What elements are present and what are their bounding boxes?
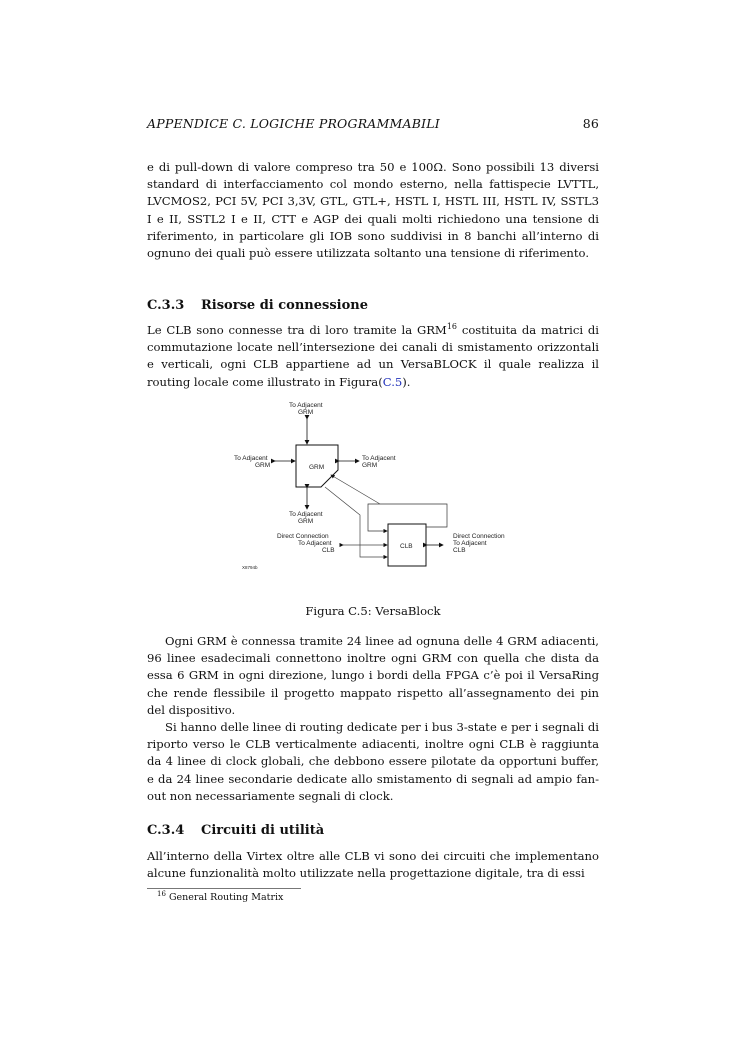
clb-to-grm-path [331, 475, 380, 504]
svg-text:To Adjacent: To Adjacent [289, 402, 323, 409]
paragraph-iob-standards: e di pull-down di valore compreso tra 50 e 100Ω. Sono possibili 13 diversi standard di interfacciamento col mondo esterno, nella fattispecie LVTTL, LVCMOS2, PCI 5V, PCI 3,3V, GTL, GTL+, HSTL I, HSTL III, HSTL IV, SSTL3 I e II, SSTL2 I e II, CTT e AGP dei quali molti richiedono una tensione di riferimento, in particolare gli IOB sono suddivisi in 8 banchi all’interno di ognuno dei quali può essere utilizzata soltanto una tensione di riferimento. [147, 160, 599, 261]
svg-text:To Adjacent: To Adjacent [298, 540, 332, 547]
footnote [157, 889, 284, 903]
svg-text:CLB: CLB [453, 547, 466, 554]
paragraph-routing-lines: Si hanno delle linee di routing dedicate per i bus 3-state e per i segnali di riporto verso le CLB verticalmente adiacenti, inoltre ogni CLB è raggiunta da 4 linee di clock globali, che debbono essere pilotate da opportuni buffer, e da 24 linee secondarie dedicate allo smistamento di segnali ad ampio fan-out non necessariamente segnali di clock. [147, 720, 599, 803]
versablock-diagram [225, 375, 525, 575]
svg-text:To Adjacent: To Adjacent [289, 511, 323, 518]
svg-text:GRM: GRM [298, 518, 314, 525]
figure-caption: Figura C.5: VersaBlock [305, 604, 441, 618]
svg-text:To Adjacent: To Adjacent [234, 455, 268, 462]
section-title: Risorse di connessione [201, 298, 368, 313]
svg-text:GRM: GRM [255, 462, 271, 469]
page-number: 86 [582, 116, 599, 131]
svg-text:GRM: GRM [298, 409, 314, 416]
figure-ref-link[interactable]: C.5 [382, 374, 403, 389]
figure-code: X8794b [242, 565, 258, 570]
section-heading-circuiti [147, 823, 599, 838]
footnote-mark[interactable]: 16 [446, 322, 457, 332]
paragraph-clb-connections: Le CLB sono connesse tra di loro tramite la GRM$^{16}$ costituita da matrici di commutazione locate nell’intersezione dei canali di smistamento orizzontali e verticali, ogni CLB appartiene ad un VersaBLOCK il quale realizza il routing locale come illustrato in Figura(C.5). [147, 322, 599, 389]
svg-text:GRM: GRM [309, 464, 325, 471]
footnote-text: General Routing Matrix [168, 892, 284, 903]
svg-text:To Adjacent: To Adjacent [362, 455, 396, 462]
svg-text:GRM: GRM [362, 462, 378, 469]
chapter-title: APPENDICE C. LOGICHE PROGRAMMABILI [147, 116, 440, 131]
section-title: Circuiti di utilità [201, 823, 325, 838]
running-header [147, 116, 599, 131]
svg-text:Direct Connection: Direct Connection [277, 533, 329, 540]
svg-text:CLB: CLB [322, 547, 335, 554]
feedback-path [368, 504, 447, 531]
section-number: C.3.3 [147, 298, 185, 313]
svg-text:To Adjacent: To Adjacent [453, 540, 487, 547]
footnote-number: 16 [157, 889, 166, 898]
svg-text:Direct Connection: Direct Connection [453, 533, 505, 540]
paragraph-grm-lines: Ogni GRM è connessa tramite 24 linee ad ognuna delle 4 GRM adiacenti, 96 linee esadecimali connettono inoltre ogni GRM con quella che dista da essa 6 GRM in ogni direzione, lungo i bordi della FPGA c’è poi il VersaRing che rende flessibile il progetto mappato rispetto all’assegnamento dei pin del dispositivo. [147, 634, 599, 717]
section-heading-risorse [147, 298, 599, 313]
paragraph-virtex-circuits: All’interno della Virtex oltre alle CLB vi sono dei circuiti che implementano alcune funzionalità molto utilizzate nella progettazione digitale, tra di essi [147, 849, 599, 881]
svg-text:CLB: CLB [400, 543, 413, 550]
section-number: C.3.4 [147, 823, 185, 838]
footnote-rule [147, 888, 301, 889]
